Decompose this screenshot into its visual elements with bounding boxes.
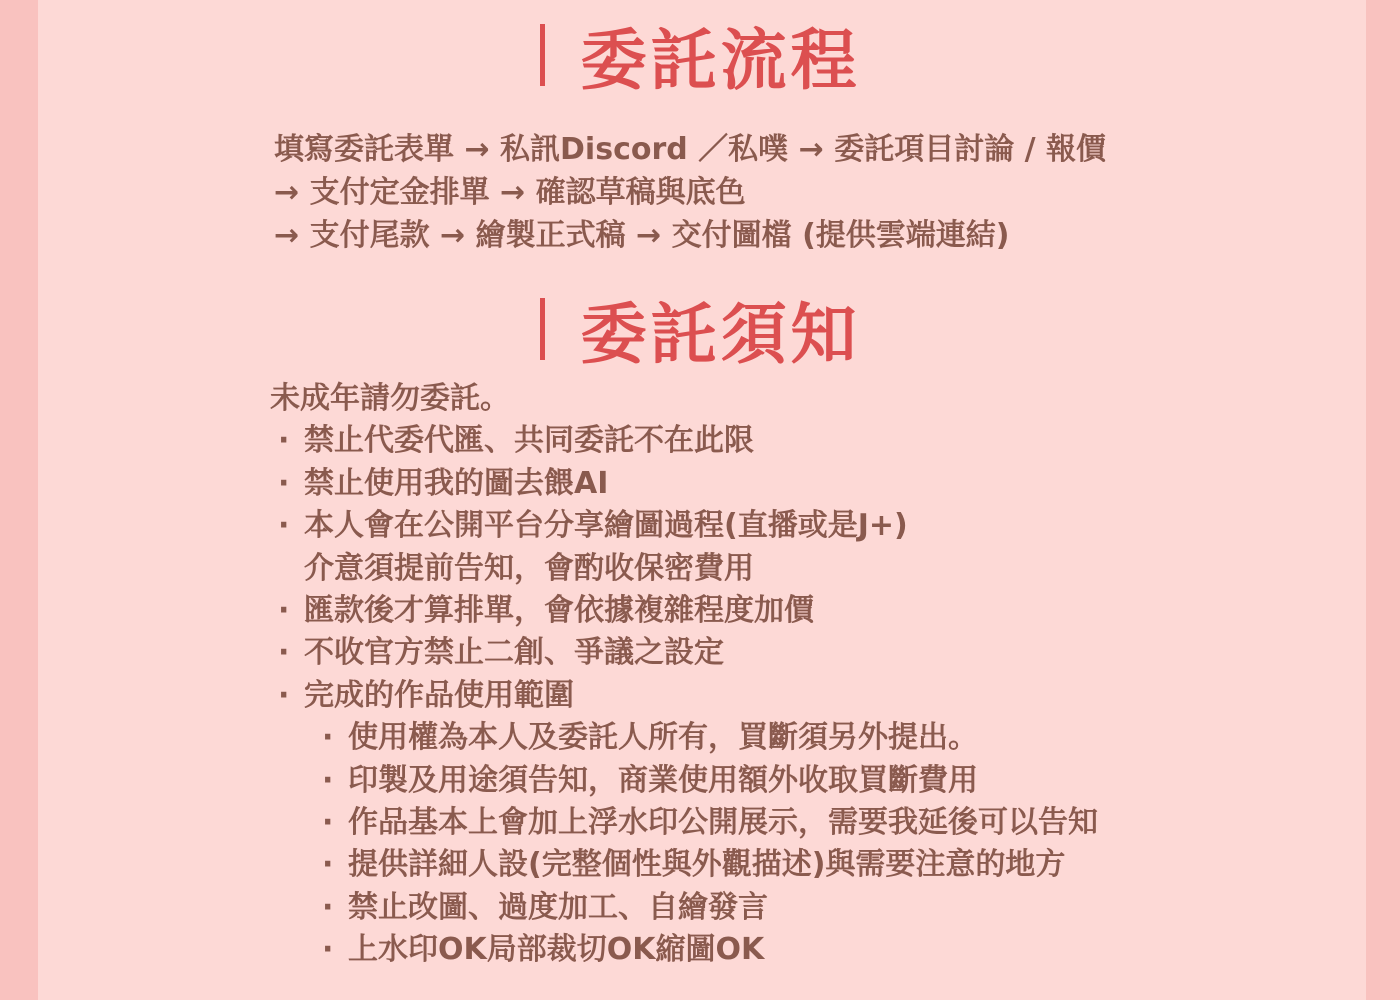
sub-list-item [270,929,1330,971]
heading-bar [540,24,545,86]
bullet: · [322,889,334,925]
bullet: · [278,423,290,459]
process-title: 委託流程 [580,21,861,99]
sub-list-item [270,844,1330,886]
sub-list-item [270,802,1330,844]
bullet: · [322,720,334,756]
notice-title: 委託須知 [580,295,861,373]
sub-list-item-text: 禁止改圖、過度加工、自繪發言 [348,889,768,925]
sub-list-item-text: 印製及用途須告知，商業使用額外收取買斷費用 [348,762,978,798]
sub-list-item-text: 上水印OK局部裁切OK縮圖OK [348,932,765,968]
bullet: · [322,847,334,883]
sub-list-item-text: 作品基本上會加上浮水印公開展示，需要我延後可以告知 [348,805,1098,841]
notice-intro: 未成年請勿委託。 [270,381,510,416]
list-item [270,420,1330,462]
notice-heading [0,295,1400,373]
heading-bar [540,298,545,360]
bullet: · [322,762,334,798]
list-item-text: 不收官方禁止二創、爭議之設定 [304,635,724,671]
list-item [270,505,1330,547]
list-item-text: 完成的作品使用範圍 [304,677,574,713]
sub-list-item [270,717,1330,759]
bullet: · [322,932,334,968]
sub-list-item [270,887,1330,929]
bullet: · [278,593,290,629]
list-item-text: 禁止使用我的圖去餵AI [304,465,609,501]
list-item [270,463,1330,505]
sub-list-item-text: 提供詳細人設(完整個性與外觀描述)與需要注意的地方 [348,847,1066,883]
notice-list [270,378,1330,972]
process-line: 填寫委託表單 → 私訊Discord ／私噗 → 委託項目討論 / 報價 [274,132,1107,167]
sub-list-item [270,760,1330,802]
process-steps [274,128,1334,257]
bullet: · [322,805,334,841]
bullet: · [278,677,290,713]
list-item-text: 本人會在公開平台分享繪圖過程(直播或是J+) [304,508,908,544]
bullet: · [278,635,290,671]
list-item [270,632,1330,674]
process-line: → 支付定金排單 → 確認草稿與底色 [274,175,746,210]
list-item [270,675,1330,717]
process-line: → 支付尾款 → 繪製正式稿 → 交付圖檔 (提供雲端連結) [274,218,1010,253]
list-item-text: 禁止代委代匯、共同委託不在此限 [304,423,754,459]
list-item [270,590,1330,632]
bullet: · [278,508,290,544]
list-item-text: 匯款後才算排單，會依據複雜程度加價 [304,593,814,629]
process-heading [0,21,1400,99]
list-item-continuation: 介意須提前告知，會酌收保密費用 [304,550,754,586]
sub-list-item-text: 使用權為本人及委託人所有，買斷須另外提出。 [348,720,978,756]
bullet: · [278,465,290,501]
